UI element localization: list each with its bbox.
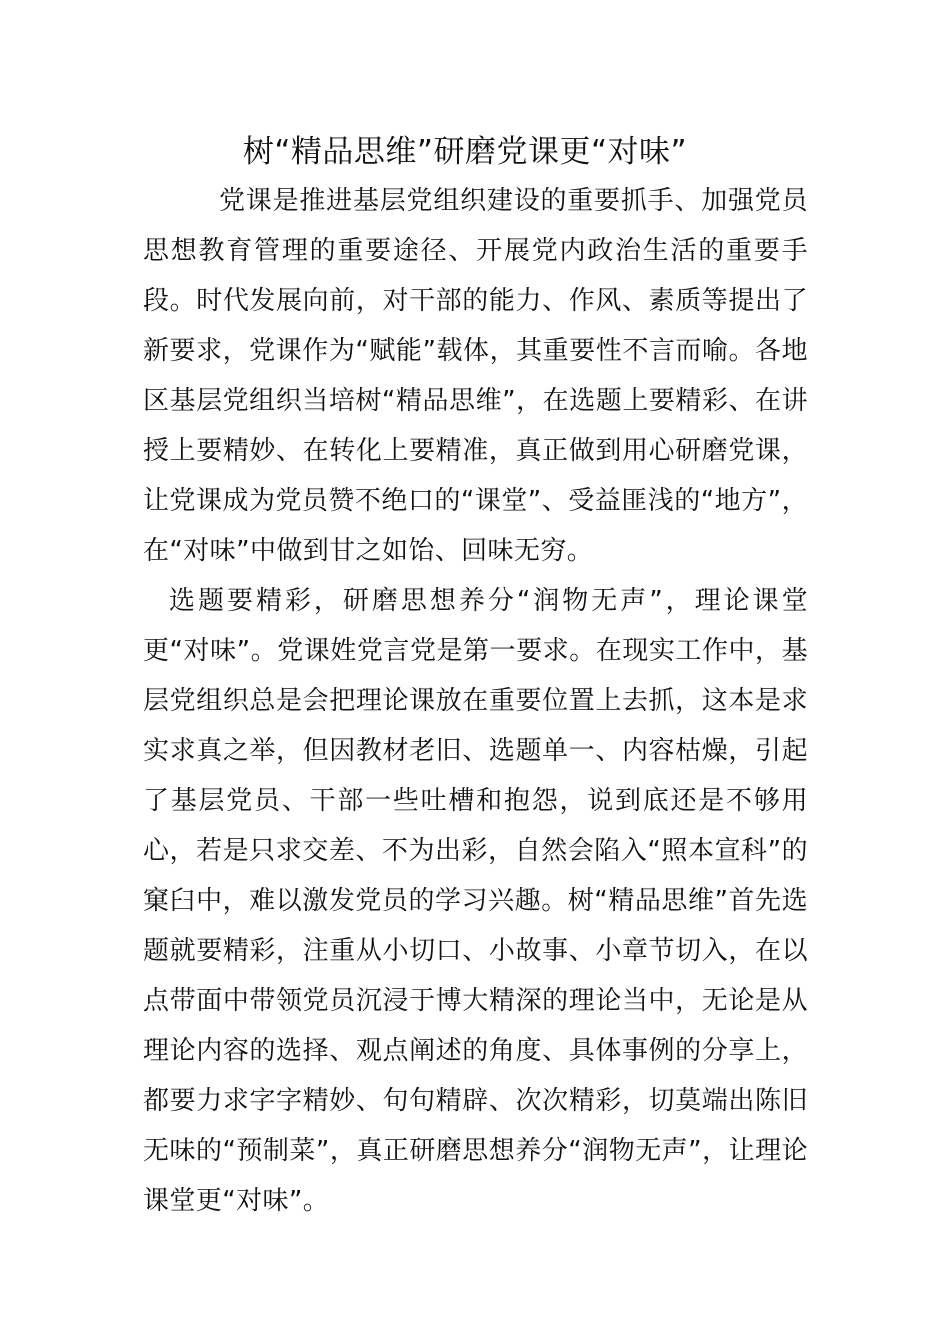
document-body xyxy=(143,176,808,1226)
document-title: 树“精品思维”研磨党课更“对味” xyxy=(242,134,688,170)
paragraph-intro: 党课是推进基层党组织建设的重要抓手、加强党员思想教育管理的重要途径、开展党内政治生活的重要手段。时代发展向前，对干部的能力、作风、素质等提出了新要求，党课作为“赋能”载体，其重要性不言而喻。各地区基层党组织当培树“精品思维”，在选题上要精彩、在讲授上要精妙、在转化上要精准，真正做到用心研磨党课，让党课成为党员赞不绝口的“课堂”、受益匪浅的“地方”，在“对味”中做到甘之如饴、回味无穷。 xyxy=(143,186,808,566)
paragraph-topic-selection: 选题要精彩，研磨思想养分“润物无声”，理论课堂更“对味”。党课姓党言党是第一要求。在现实工作中，基层党组织总是会把理论课放在重要位置上去抓，这本是求实求真之举，但因教材老旧、选题单一、内容枯燥，引起了基层党员、干部一些吐槽和抱怨，说到底还是不够用心，若是只求交差、不为出彩，自然会陷入“照本宣科”的窠臼中，难以激发党员的学习兴趣。树“精品思维”首先选题就要精彩，注重从小切口、小故事、小章节切入，在以点带面中带领党员沉浸于博大精深的理论当中，无论是从理论内容的选择、观点阐述的角度、具体事例的分享上，都要力求字字精妙、句句精辟、次次精彩，切莫端出陈旧无味的“预制菜”，真正研磨思想养分“润物无声”，让理论课堂更“对味”。 xyxy=(143,586,808,1216)
